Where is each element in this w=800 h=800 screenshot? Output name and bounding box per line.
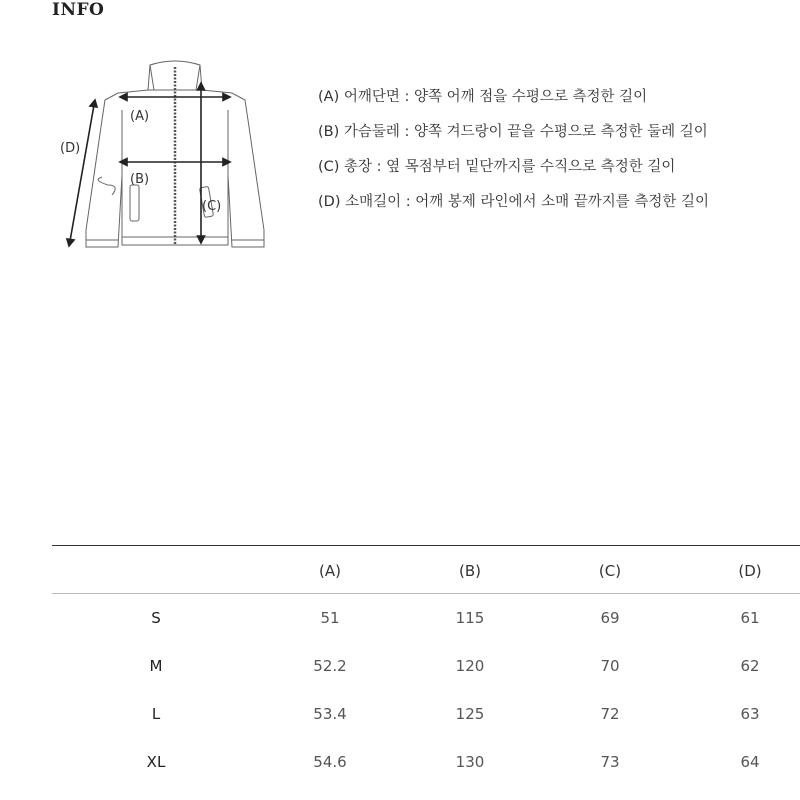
table-cell: 64 <box>740 752 760 771</box>
table-header-b: (B) <box>400 546 540 594</box>
legend-item-c: (C) 총장 : 옆 목점부터 밑단까지를 수직으로 측정한 길이 <box>318 159 676 175</box>
table-cell: 61 <box>740 608 760 627</box>
table-header-d: (D) <box>680 546 800 594</box>
size-cell: XL <box>146 752 166 771</box>
table-cell: 70 <box>600 656 620 675</box>
table-row <box>52 738 800 786</box>
table-cell: 69 <box>600 608 620 627</box>
table-cell: 130 <box>455 752 485 771</box>
label-d: (D) <box>60 141 81 156</box>
table-header-c: (C) <box>540 546 680 594</box>
measurement-legend <box>318 88 709 228</box>
table-cell: 115 <box>455 608 485 627</box>
table-header-size <box>52 546 260 594</box>
table-cell: 53.4 <box>313 704 347 723</box>
table-header-row <box>52 546 800 594</box>
table-row <box>52 594 800 642</box>
size-cell: L <box>151 704 161 723</box>
label-b: (B) <box>130 172 150 187</box>
table-cell: 125 <box>455 704 485 723</box>
table-cell: 63 <box>740 704 760 723</box>
table-header-a: (A) <box>260 546 400 594</box>
legend-item-b: (B) 가슴둘레 : 양쪽 겨드랑이 끝을 수평으로 측정한 둘레 길이 <box>318 124 708 140</box>
size-cell: M <box>149 656 163 675</box>
label-a: (A) <box>130 109 150 124</box>
size-cell: S <box>151 608 161 627</box>
table-cell: 73 <box>600 752 620 771</box>
legend-item-a: (A) 어깨단면 : 양쪽 어깨 점을 수평으로 측정한 길이 <box>318 89 648 105</box>
section-title: INFO <box>52 0 105 20</box>
label-c: (C) <box>202 199 222 214</box>
table-row <box>52 690 800 738</box>
table-cell: 54.6 <box>313 752 347 771</box>
legend-item-d: (D) 소매길이 : 어깨 봉제 라인에서 소매 끝까지를 측정한 길이 <box>318 194 710 210</box>
table-cell: 52.2 <box>313 656 347 675</box>
table-cell: 51 <box>320 608 340 627</box>
table-cell: 62 <box>740 656 760 675</box>
table-row <box>52 642 800 690</box>
jacket-measurement-diagram <box>50 55 300 265</box>
table-cell: 120 <box>455 656 485 675</box>
table-cell: 72 <box>600 704 620 723</box>
size-chart-table <box>52 545 800 786</box>
